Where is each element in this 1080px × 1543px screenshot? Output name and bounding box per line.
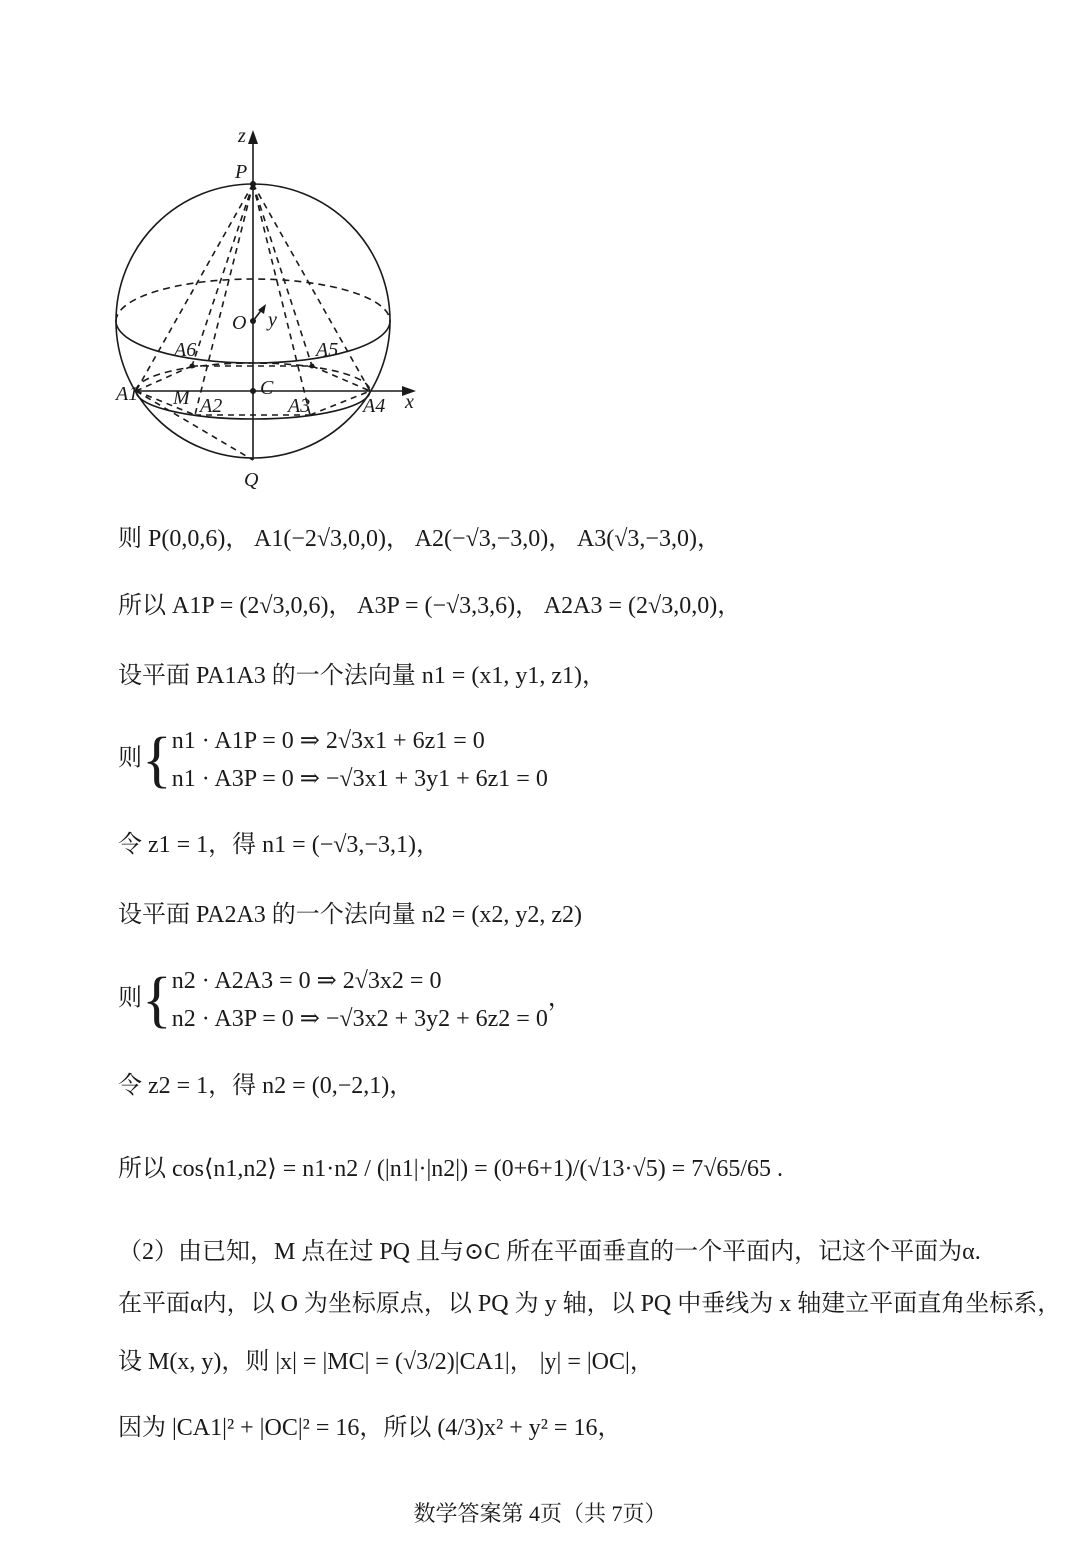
- system-2-eq-2: n2 · A3P = 0 ⇒ −√3x2 + 3y2 + 6z2 = 0: [171, 1006, 548, 1032]
- system-2-prefix: 则: [118, 985, 142, 1012]
- label-z: z: [238, 125, 246, 147]
- solution-line-normal-1: 设平面 PA1A3 的一个法向量 n1 = (x1, y1, z1)，: [118, 663, 606, 689]
- system-1-equations: [172, 722, 548, 798]
- system-1-brace: {: [142, 726, 172, 794]
- sphere-cone-figure: [100, 118, 440, 503]
- label-q: Q: [244, 469, 259, 491]
- solution-set-m: 设 M(x, y)，则 |x| = |MC| = (√3/2)|CA1|， |y| = |OC|，: [118, 1349, 654, 1375]
- label-m: M: [173, 387, 190, 409]
- label-a5: A5: [316, 339, 339, 361]
- label-x: x: [405, 391, 414, 413]
- solution-line-normal-2: 设平面 PA2A3 的一个法向量 n2 = (x2, y2, z2): [118, 902, 582, 928]
- system-2-equations: [172, 962, 548, 1038]
- solution-coordinate-system: 在平面α内，以 O 为坐标原点，以 PQ 为 y 轴，以 PQ 中垂线为 x 轴建立平面直角坐标系，: [118, 1291, 1062, 1317]
- solution-line-vectors: 所以 A1P = (2√3,0,6)， A3P = (−√3,3,6)， A2A3 = (2√3,0,0)，: [118, 593, 742, 619]
- solution-line-coordinates: 则 P(0,0,6)， A1(−2√3,0,0)， A2(−√3,−3,0)， A3(√3,−3,0)，: [118, 526, 721, 552]
- system-1-prefix: 则: [118, 745, 142, 772]
- system-2-brace: {: [142, 966, 172, 1034]
- label-a1: A1: [116, 383, 139, 405]
- system-1-eq-2: n1 · A3P = 0 ⇒ −√3x1 + 3y1 + 6z1 = 0: [171, 766, 548, 792]
- solution-line-n2-result: 令 z2 = 1，得 n2 = (0,−2,1)，: [118, 1073, 414, 1099]
- system-1-eq-1: n1 · A1P = 0 ⇒ 2√3x1 + 6z1 = 0: [171, 728, 485, 754]
- system-2-eq-1: n2 · A2A3 = 0 ⇒ 2√3x2 = 0: [171, 968, 442, 994]
- solution-line-cosine: 所以 cos⟨n1,n2⟩ = n1·n2 / (|n1|·|n2|) = (0+6+1)/(√13·√5) = 7√65/65 .: [118, 1156, 784, 1182]
- label-c: C: [260, 377, 274, 399]
- label-y: y: [268, 309, 277, 331]
- solution-system-1: [118, 722, 548, 798]
- z-axis-arrow: [248, 130, 258, 144]
- label-o: O: [232, 312, 247, 334]
- solution-ellipse-equation: 因为 |CA1|² + |OC|² = 16，所以 (4/3)x² + y² = 16，: [118, 1415, 622, 1441]
- solution-system-2: [118, 962, 572, 1038]
- label-a4: A4: [363, 395, 386, 417]
- sphere-diagram: [100, 118, 440, 503]
- solution-part-2-intro: （2）由已知，M 点在过 PQ 且与⊙C 所在平面垂直的一个平面内，记这个平面为α.: [118, 1239, 981, 1265]
- label-a2: A2: [200, 395, 223, 417]
- label-p: P: [235, 161, 248, 183]
- label-a6: A6: [174, 339, 197, 361]
- page-footer: 数学答案第 4页（共 7页）: [413, 1501, 667, 1526]
- label-a3: A3: [288, 395, 311, 417]
- solution-line-n1-result: 令 z1 = 1，得 n1 = (−√3,−3,1)，: [118, 832, 440, 858]
- system-2-comma: ，: [547, 985, 572, 1012]
